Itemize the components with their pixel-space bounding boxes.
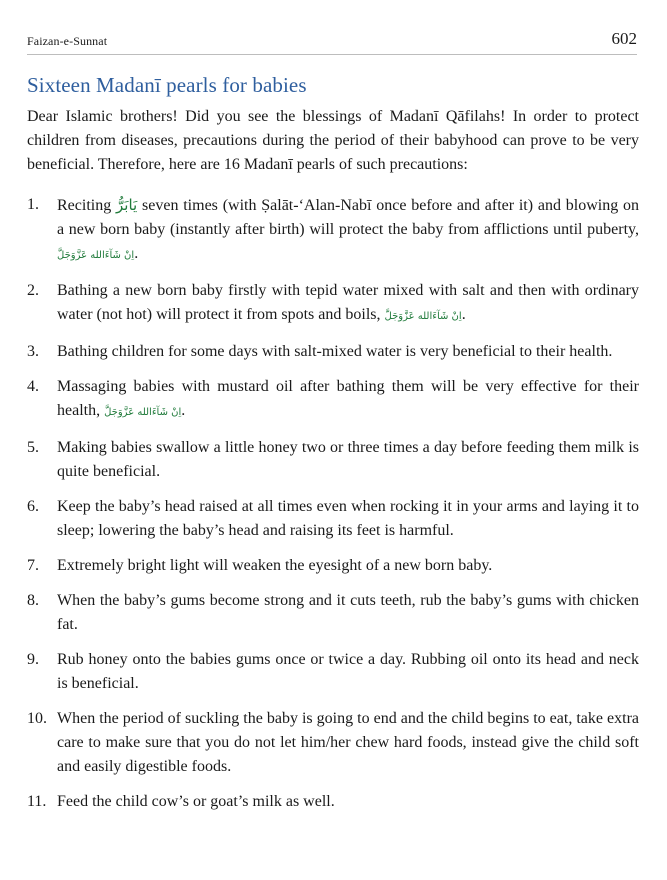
item-text: Extremely bright light will weaken the eyesight of a new born baby. bbox=[57, 557, 493, 574]
item-text: . bbox=[134, 245, 139, 262]
arabic-in-sha-allah: اِنْ شَآءَالله عَزَّوَجَلَّ bbox=[57, 250, 135, 261]
page-content bbox=[27, 73, 639, 825]
list-item bbox=[27, 279, 639, 329]
list-item bbox=[27, 554, 639, 578]
arabic-in-sha-allah: اِنْ شَآءَالله عَزَّوَجَلَّ bbox=[104, 407, 182, 418]
item-text: . bbox=[461, 306, 466, 323]
list-item bbox=[27, 495, 639, 543]
item-number: 1. bbox=[27, 196, 39, 213]
item-number: 5. bbox=[27, 439, 39, 456]
pearls-list bbox=[27, 193, 639, 814]
item-text: . bbox=[181, 402, 186, 419]
item-text: Rub honey onto the babies gums once or twice a day. Rubbing oil onto its head and neck is beneficial. bbox=[57, 651, 639, 692]
list-item bbox=[27, 375, 639, 425]
item-number: 9. bbox=[27, 651, 39, 668]
item-text: Making babies swallow a little honey two or three times a day before feeding them milk is quite beneficial. bbox=[57, 439, 639, 480]
item-number: 11. bbox=[27, 793, 47, 810]
intro-paragraph: Dear Islamic brothers! Did you see the blessings of Madanī Qāfilahs! In order to protect children from diseases, precautions during the period of their babyhood can prove to be very beneficial. Therefore, here are 16 Madanī pearls of such precautions: bbox=[27, 108, 639, 173]
item-text: When the period of suckling the baby is going to end and the child begins to eat, take extra care to make sure that you do not let him/her chew hard foods, instead give the child soft and easily digestible foods. bbox=[57, 710, 639, 775]
item-number: 7. bbox=[27, 557, 39, 574]
item-number: 3. bbox=[27, 343, 39, 360]
list-item bbox=[27, 648, 639, 696]
list-item bbox=[27, 340, 639, 364]
item-text: Feed the child cow’s or goat’s milk as well. bbox=[57, 793, 335, 810]
item-number: 2. bbox=[27, 282, 39, 299]
item-text: seven times (with Ṣalāt-‘Alan-Nabī once before and after it) and blowing on a new born baby (instantly after birth) will protect the baby from afflictions until puberty, bbox=[57, 197, 640, 238]
item-text: Reciting bbox=[57, 197, 117, 214]
item-text: Massaging babies with mustard oil after bathing them will be very effective for their health, bbox=[57, 378, 639, 419]
arabic-ya-barru: يَابَرُّ bbox=[116, 196, 138, 214]
item-number: 8. bbox=[27, 592, 39, 609]
item-text: When the baby’s gums become strong and it cuts teeth, rub the baby’s gums with chicken fat. bbox=[57, 592, 639, 633]
item-number: 4. bbox=[27, 378, 39, 395]
item-number: 6. bbox=[27, 498, 39, 515]
list-item bbox=[27, 790, 639, 814]
arabic-in-sha-allah: اِنْ شَآءَالله عَزَّوَجَلَّ bbox=[384, 311, 462, 322]
item-number: 10. bbox=[27, 710, 47, 727]
section-title: Sixteen Madanī pearls for babies bbox=[27, 73, 307, 97]
list-item bbox=[27, 589, 639, 637]
item-text: Bathing a new born baby firstly with tepid water mixed with salt and then with ordinary water (not hot) will protect it from spots and boils, bbox=[57, 282, 639, 323]
list-item bbox=[27, 707, 639, 779]
item-text: Keep the baby’s head raised at all times even when rocking it in your arms and laying it to sleep; lowering the baby’s head and raising its feet is harmful. bbox=[57, 498, 639, 539]
list-item bbox=[27, 193, 639, 268]
book-title: Faizan-e-Sunnat bbox=[27, 34, 108, 48]
list-item bbox=[27, 436, 639, 484]
page-number: 602 bbox=[611, 29, 637, 48]
page-header bbox=[27, 28, 637, 55]
item-text: Bathing children for some days with salt-mixed water is very beneficial to their health. bbox=[57, 343, 613, 360]
